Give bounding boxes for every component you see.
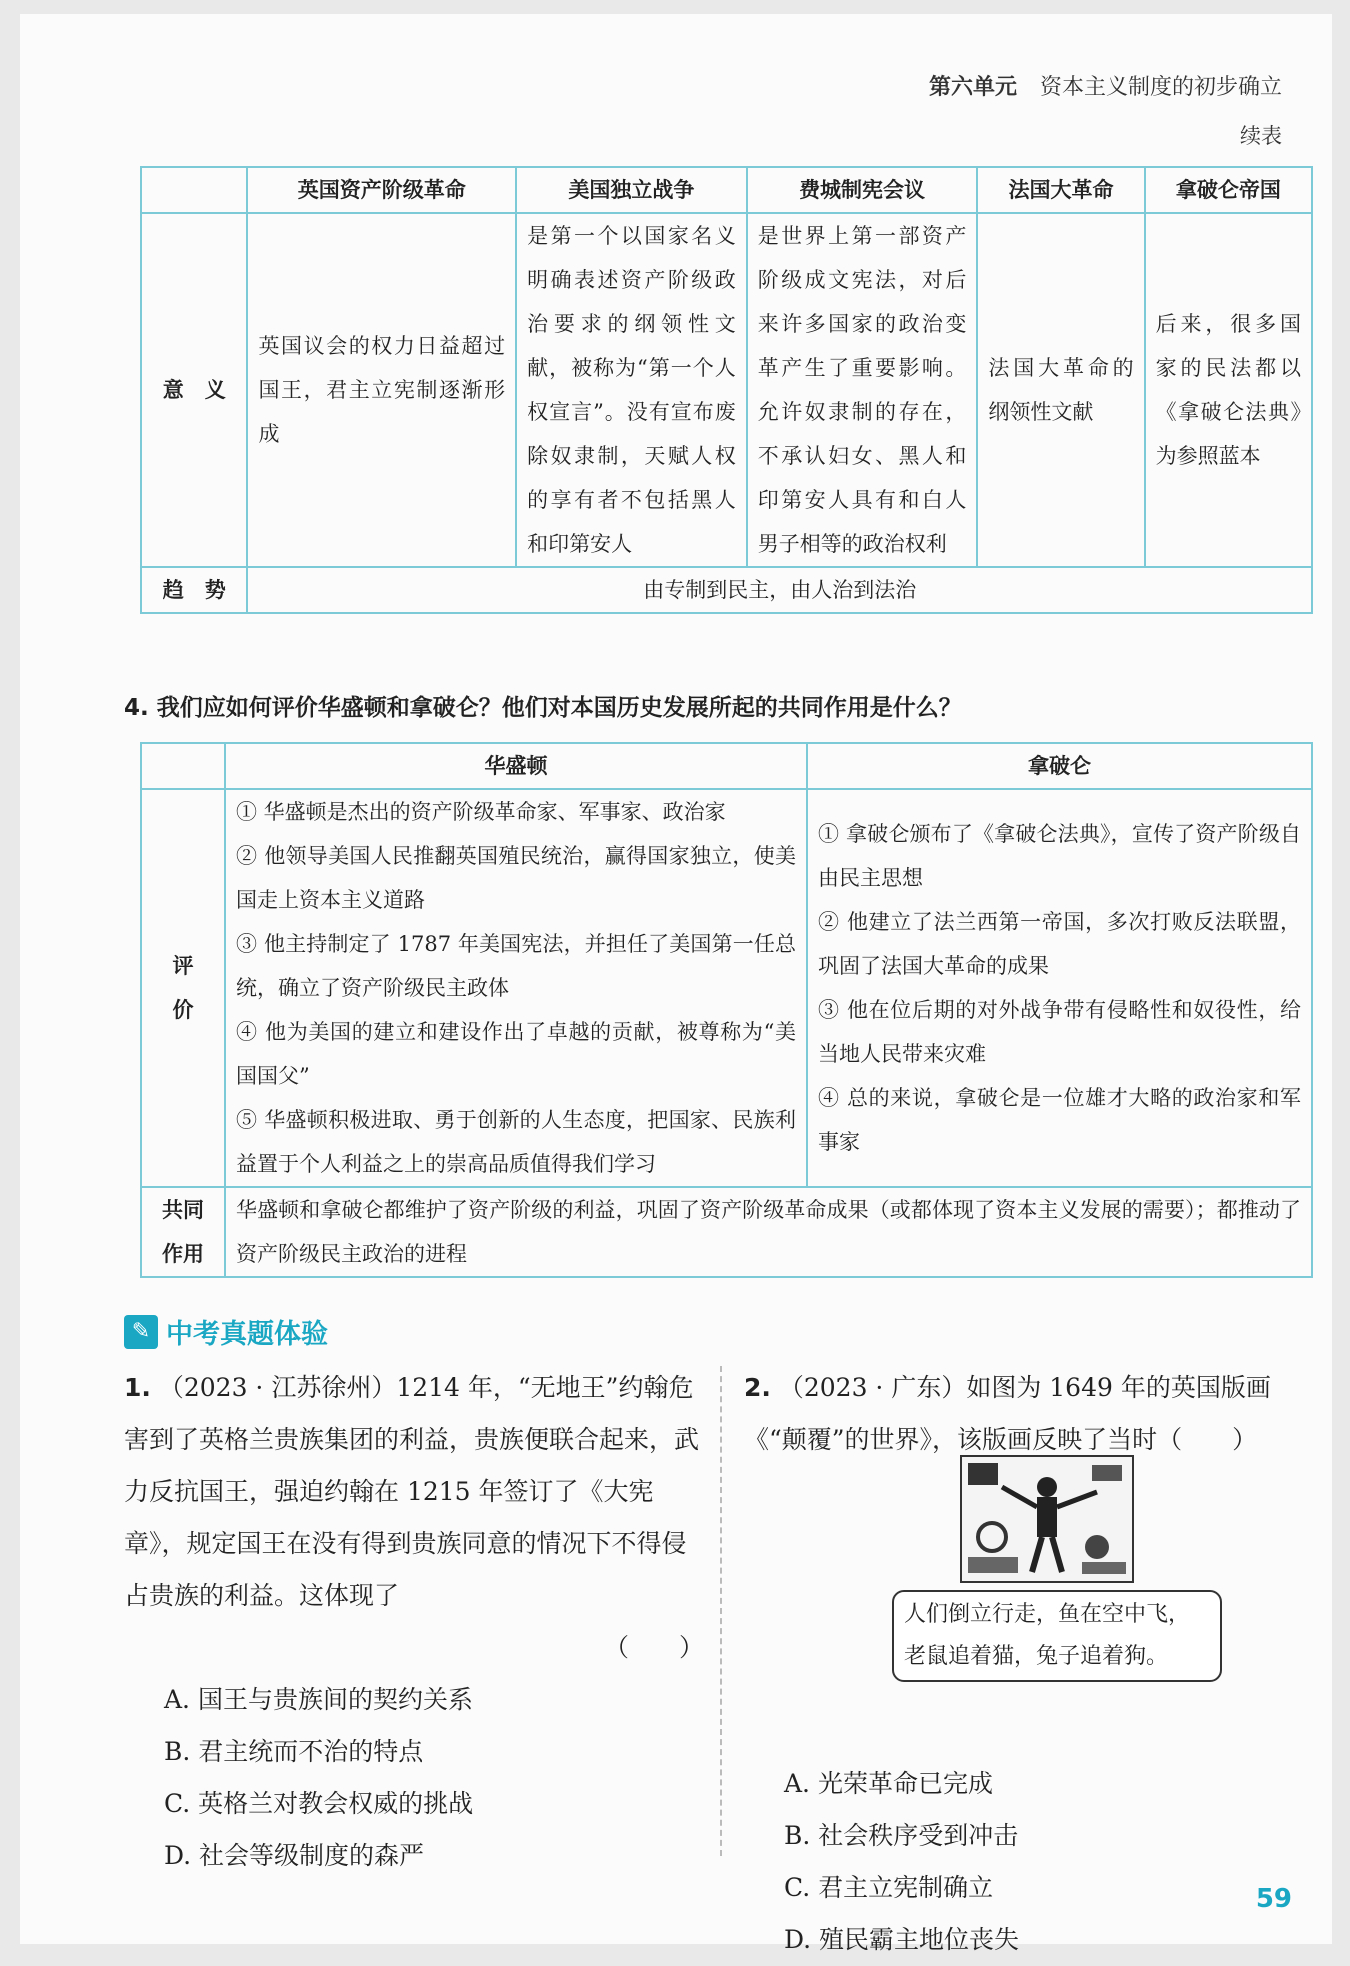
option-b[interactable]: B. 君主统而不治的特点 bbox=[164, 1737, 424, 1766]
section-title-text: 中考真题体验 bbox=[166, 1319, 328, 1350]
continued-label: 续表 bbox=[1240, 124, 1282, 148]
page bbox=[20, 14, 1332, 1954]
question-4 bbox=[124, 689, 962, 722]
question-text bbox=[744, 1362, 1316, 1466]
column-divider bbox=[720, 1366, 722, 1856]
option-a[interactable]: A. 光荣革命已完成 bbox=[784, 1769, 993, 1798]
answer-blank: （ ） bbox=[603, 1633, 704, 1662]
section-title bbox=[124, 1312, 328, 1351]
question-stem: （2023 · 广东）如图为 1649 年的英国版画《“颠覆”的世界》，该版画反映了当时（ ） bbox=[744, 1373, 1271, 1454]
caption-line: 人们倒立行走，鱼在空中飞， bbox=[904, 1602, 1191, 1627]
question-text bbox=[124, 1362, 704, 1622]
option-d[interactable]: D. 社会等级制度的森严 bbox=[164, 1841, 425, 1870]
question-1 bbox=[124, 1362, 704, 1882]
table-cell: 是世界上第一部资产阶级成文宪法，对后来许多国家的政治变革产生了重要影响。允许奴隶制的存在，不承认妇女、黑人和印第安人具有和白人男子相等的政治权利 bbox=[747, 213, 978, 567]
table-cell: 华盛顿和拿破仑都维护了资产阶级的利益，巩固了资产阶级革命成果（或都体现了资本主义发展的需要）；都推动了资产阶级民主政治的进程 bbox=[225, 1187, 1312, 1277]
caption-line: 老鼠追着猫，兔子追着狗。 bbox=[904, 1644, 1169, 1669]
option-a[interactable]: A. 国王与贵族间的契约关系 bbox=[164, 1685, 473, 1714]
list-item: ② 他领导美国人民推翻英国殖民统治，赢得国家独立，使美国走上资本主义道路 bbox=[236, 844, 796, 912]
list-item: ⑤ 华盛顿积极进取、勇于创新的人生态度，把国家、民族利益置于个人利益之上的崇高品质值得我们学习 bbox=[236, 1108, 796, 1176]
table-header-cell: 华盛顿 bbox=[225, 743, 807, 789]
common-row bbox=[141, 1187, 1312, 1277]
page-header bbox=[929, 70, 1282, 101]
list-item: ④ 他为美国的建立和建设作出了卓越的贡献，被尊称为“美国国父” bbox=[236, 1020, 796, 1088]
evaluation-row bbox=[141, 789, 1312, 1187]
unit-label: 第六单元 bbox=[928, 75, 1017, 100]
table-header-cell: 法国大革命 bbox=[977, 167, 1144, 213]
table-cell: 由专制到民主，由人治到法治 bbox=[247, 567, 1312, 613]
list-item: ① 拿破仑颁布了《拿破仑法典》，宣传了资产阶级自由民主思想 bbox=[818, 822, 1301, 890]
question-stem: （2023 · 江苏徐州）1214 年，“无地王”约翰危害到了英格兰贵族集团的利益，贵族便联合起来，武力反抗国王，强迫约翰在 1215 年签订了《大宪章》，规定国王在没有得到贵族同意的情况下不得侵占贵族的利益。这体现了 bbox=[124, 1373, 700, 1610]
table-cell bbox=[225, 789, 807, 1187]
list-item: ① 华盛顿是杰出的资产阶级革命家、军事家、政治家 bbox=[236, 800, 726, 824]
revolutions-table bbox=[140, 166, 1313, 614]
question-number: 2. bbox=[744, 1373, 771, 1402]
table-cell: 后来，很多国家的民法都以《拿破仑法典》为参照蓝本 bbox=[1145, 213, 1312, 567]
table-cell: 是第一个以国家名义明确表述资产阶级政治要求的纲领性文献，被称为“第一个人权宣言”。没有宣布废除奴隶制，天赋人权的享有者不包括黑人和印第安人 bbox=[516, 213, 747, 567]
table-header-cell: 英国资产阶级革命 bbox=[247, 167, 516, 213]
evaluation-table bbox=[140, 742, 1313, 1278]
pencil-icon: ✎ bbox=[124, 1315, 158, 1349]
row-label-line: 作用 bbox=[162, 1242, 204, 1266]
option-c[interactable]: C. 英格兰对教会权威的挑战 bbox=[164, 1789, 474, 1818]
question-number: 1. bbox=[124, 1373, 151, 1402]
row-label-line: 共同 bbox=[162, 1198, 204, 1222]
option-b[interactable]: B. 社会秩序受到冲击 bbox=[784, 1821, 1019, 1850]
woodcut-illustration bbox=[962, 1457, 1132, 1581]
woodcut-image bbox=[960, 1455, 1134, 1583]
list-item: ② 他建立了法兰西第一帝国，多次打败反法联盟，巩固了法国大革命的成果 bbox=[818, 910, 1301, 978]
significance-row bbox=[141, 213, 1312, 567]
table-header-cell: 美国独立战争 bbox=[516, 167, 747, 213]
page-number: 59 bbox=[1255, 1884, 1292, 1914]
row-label: 趋 势 bbox=[141, 567, 247, 613]
question-text: 我们应如何评价华盛顿和拿破仑？他们对本国历史发展所起的共同作用是什么？ bbox=[156, 695, 962, 721]
option-d[interactable]: D. 殖民霸主地位丧失 bbox=[784, 1925, 1020, 1954]
table-cell: 法国大革命的纲领性文献 bbox=[977, 213, 1144, 567]
table-cell bbox=[807, 789, 1312, 1187]
list-item: ③ 他主持制定了 1787 年美国宪法，并担任了美国第一任总统，确立了资产阶级民主政体 bbox=[236, 932, 796, 1000]
table-header-cell: 拿破仑 bbox=[807, 743, 1312, 789]
trend-row bbox=[141, 567, 1312, 613]
table-header-row bbox=[141, 743, 1312, 789]
image-caption bbox=[892, 1590, 1222, 1682]
unit-title: 资本主义制度的初步确立 bbox=[1039, 75, 1282, 100]
row-label: 评 价 bbox=[141, 789, 225, 1187]
table-cell: 英国议会的权力日益超过国王，君主立宪制逐渐形成 bbox=[247, 213, 516, 567]
table-header-cell: 拿破仑帝国 bbox=[1145, 167, 1312, 213]
option-c[interactable]: C. 君主立宪制确立 bbox=[784, 1873, 994, 1902]
row-label bbox=[141, 1187, 225, 1277]
list-item: ④ 总的来说，拿破仑是一位雄才大略的政治家和军事家 bbox=[818, 1086, 1301, 1154]
table-header-cell bbox=[141, 167, 247, 213]
list-item: ③ 他在位后期的对外战争带有侵略性和奴役性，给当地人民带来灾难 bbox=[818, 998, 1301, 1066]
table-header-cell bbox=[141, 743, 225, 789]
table-header-row bbox=[141, 167, 1312, 213]
question-number: 4. bbox=[124, 695, 149, 721]
row-label: 意 义 bbox=[141, 213, 247, 567]
table-header-cell: 费城制宪会议 bbox=[747, 167, 978, 213]
